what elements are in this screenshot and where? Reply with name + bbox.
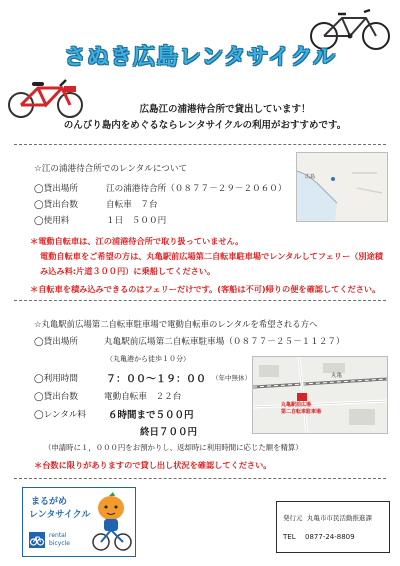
map-enoura-drawing [297,153,387,221]
issuer-box [276,501,390,553]
map-enoura-port [296,152,388,222]
section1-location-label: ◯貸出場所 [34,184,78,194]
section1-count-label: ◯貸出台数 [34,200,78,210]
rental-cycle-logo [22,487,136,557]
section2-count-label: ◯貸出台数 [34,392,78,402]
section2-hours-value: ７：００～１９：００ [106,374,206,385]
section2-location-label: ◯貸出場所 [34,337,78,347]
logo-rental-1: rental [49,532,67,539]
tel-label: TEL [283,533,296,541]
mascot-icon [89,492,133,554]
section1-count-value: 自転車 ７台 [106,200,158,210]
note-electric-line1: 電動自転車をご希望の方は、丸亀駅前広場第二自転車駐車場でレンタルしてフェリー（別途積 [40,251,383,261]
divider-middle [14,300,386,301]
subtitle-line-1: 広島江の浦港待合所で貸出しています！ [139,104,311,115]
section2-count-value: 電動自転車 ２２台 [104,392,182,402]
section2-walk-note: （丸亀港から徒歩１０分） [106,355,190,363]
note-electric-line2: み込み料:片道３００円）に乗船してください。 [40,266,216,276]
note-no-electric: ＊電動自転車は、江の浦港待合所で取り扱っていません。 [30,236,244,246]
map-marugame-drawing [253,357,387,433]
section2-fee-value-2: 終日７００円 [140,427,198,438]
section2-fee-value-1: ６時間まで５００円 [108,410,194,421]
section1-location-value: 江の浦港待合所（０８７７－２９－２０６０） [106,184,287,194]
bicycle-icon [29,532,45,548]
subtitle-line-2: のんびり島内をめぐるならレンタサイクルの利用がおすすめです。 [63,120,347,131]
section1-fee-value: １日 ５００円 [106,216,167,226]
section2-hours-note: （年中無休） [212,374,251,382]
section1-heading: ☆江の浦港待合所でのレンタルについて [34,164,188,174]
section2-heading: ☆丸亀駅前広場第二自転車駐車場で電動自転車のレンタルを希望される方へ [34,319,318,329]
map-marugame-station [252,356,388,434]
logo-line-2: レンタサイクル [29,510,91,520]
note-ferry-only: ＊自転車を積み込みできるのはフェリーだけです。(客船は不可)帰りの便を確認してください。 [30,284,381,294]
issuer-name: 丸亀市市民活動推進課 [307,514,372,522]
availability-note: ＊台数に限りがありますので貸し出し状況を確認してください。 [34,460,272,470]
section1-fee-label: ◯使用料 [34,216,70,226]
section2-hours-label: ◯利用時間 [34,374,78,384]
map1-label: 広島 [305,174,316,180]
logo-rental-2: bicycle [49,540,70,547]
deposit-note: （申請時に１，０００円をお預かりし、返却時に利用時間に応じた額を精算） [44,443,303,452]
page-title: さぬき広島レンタサイクル [64,45,336,70]
map2-lot-label-2: 第二自転車駐車場 [281,409,322,415]
section2-fee-label: ◯レンタル料 [34,410,87,420]
divider-bottom [14,478,386,479]
issuer-label: 発行元 [283,514,303,522]
section2-location-value: 丸亀駅前広場第二自転車駐車場（０８７７－２５－１１２７） [104,337,345,347]
map2-station-label: 丸亀 [331,373,343,379]
divider-top [14,144,386,145]
tel-number: 0877-24-8809 [305,533,355,541]
map2-lot-label-1: 丸亀駅前広場 [281,402,312,408]
logo-line-1: まるがめ [31,497,68,507]
